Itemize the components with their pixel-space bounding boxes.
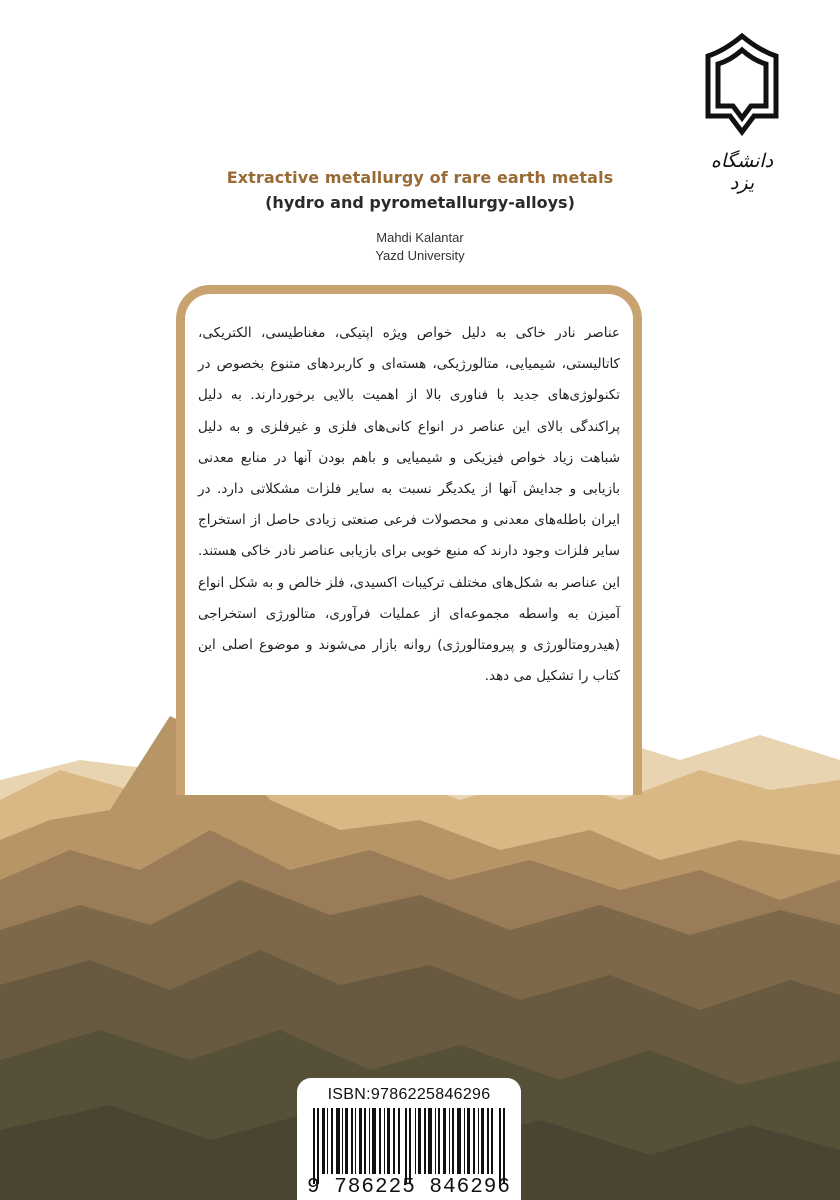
university-logo-text: دانشگاه یزد	[710, 150, 774, 194]
book-subtitle: (hydro and pyrometallurgy-alloys)	[265, 193, 575, 212]
author-name: Mahdi Kalantar	[376, 230, 464, 245]
book-title: Extractive metallurgy of rare earth metals	[226, 168, 614, 187]
barcode-icon	[309, 1108, 509, 1184]
isbn-label: ISBN:9786225846296	[327, 1086, 491, 1103]
isbn-barcode-panel	[297, 1078, 521, 1200]
university-logo	[700, 32, 784, 194]
book-description: عناصر نادر خاکی به دلیل خواص ویژه اپتیکی، مغناطیسی، الکتریکی، کاتالیستی، شیمیایی، متالورژیکی، هسته‌ای و کاربردهای متنوع بخصوص در تکنولوژی‌های جدید با فناوری بالا از اهمیت بالایی برخوردارند. به دلیل پراکندگی بالای این عناصر در انواع کانی‌های فلزی و غیرفلزی و به دلیل شباهت زیاد خواص فیزیکی و شیمیایی و باهم بودن آنها در منابع معدنی بازیابی و جدایش آنها از یکدیگر نسبت به سایر فلزات مشکلاتی دارد. در ایران باطله‌های معدنی و محصولات فرعی صنعتی زیادی حاصل از استخراج سایر فلزات وجود دارند که منبع خوبی برای بازیابی عناصر نادر خاکی هستند. این عناصر به شکل‌های مختلف ترکیبات اکسیدی، فلز خالص و به شکل انواع آمیزن به واسطه مجموعه‌ای از عملیات فرآوری، متالورژی استخراجی (هیدرومتالورژی و پیرومتالورژی) روانه بازار می‌شوند و موضوع اصلی این کتاب را تشکیل می دهد.	[198, 325, 620, 685]
university-emblem-icon	[700, 32, 784, 142]
isbn-digits: 9 786225 846296	[306, 1176, 512, 1199]
author-affiliation: Yazd University	[375, 248, 465, 263]
